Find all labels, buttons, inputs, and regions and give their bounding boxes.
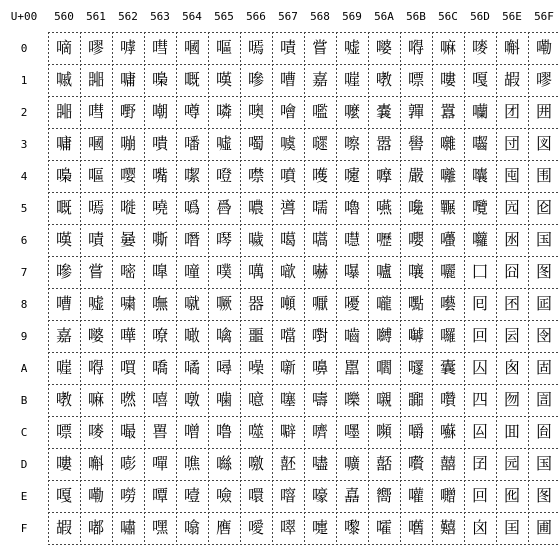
glyph-cell: 嘍 — [439, 70, 456, 89]
glyph-cell: 嘂 — [55, 102, 72, 121]
glyph-cell: 嘋 — [55, 390, 72, 409]
glyph-cell: 噄 — [183, 166, 200, 185]
glyph-cell: 噷 — [279, 262, 296, 281]
glyph-cell: 嚳 — [407, 134, 424, 153]
glyph-cell: 嘲 — [151, 102, 168, 121]
glyph-cell: 噔 — [215, 166, 232, 185]
glyph-cell: 嘄 — [151, 70, 168, 89]
glyph-cell: 噓 — [215, 134, 232, 153]
glyph-cell: 囟 — [471, 518, 488, 537]
glyph-cell: 囖 — [471, 230, 488, 249]
glyph-cell: 噴 — [279, 166, 296, 185]
glyph-cell: 嚨 — [375, 294, 392, 313]
glyph-cell: 囪 — [503, 358, 520, 377]
row-header: 7 — [20, 265, 28, 279]
glyph-cell: 噩 — [247, 326, 264, 345]
glyph-cell: 噾 — [279, 486, 296, 505]
glyph-cell: 嚛 — [343, 390, 360, 409]
glyph-cell: 固 — [535, 358, 552, 377]
glyph-cell: 嚘 — [343, 294, 360, 313]
glyph-cell: 嘶 — [151, 230, 168, 249]
glyph-cell: 噮 — [247, 486, 264, 505]
column-header: 56F — [534, 9, 554, 23]
glyph-cell: 嚤 — [375, 166, 392, 185]
glyph-cell: 嚒 — [343, 102, 360, 121]
column-header: 561 — [86, 9, 106, 23]
column-header: 562 — [118, 9, 138, 23]
glyph-cell: 嚿 — [407, 518, 424, 537]
glyph-cell: 噬 — [247, 422, 264, 441]
glyph-cell: 嘓 — [87, 134, 104, 153]
glyph-cell: 噲 — [279, 102, 296, 121]
glyph-cell: 嘸 — [151, 294, 168, 313]
row-header: 2 — [20, 105, 28, 119]
row-header: B — [20, 393, 28, 407]
row-header: 5 — [20, 201, 28, 215]
glyph-cell: 囓 — [471, 134, 488, 153]
glyph-cell: 噸 — [279, 294, 296, 313]
glyph-cell: 嘹 — [151, 326, 168, 345]
glyph-cell: 噂 — [183, 102, 200, 121]
glyph-cell: 噼 — [279, 422, 296, 441]
glyph-cell: 囅 — [439, 198, 456, 217]
glyph-cell: 嘌 — [407, 70, 424, 89]
glyph-cell: 噤 — [247, 166, 264, 185]
column-header: 563 — [150, 9, 170, 23]
glyph-cell: 囧 — [503, 262, 520, 281]
glyph-cell: 囦 — [503, 230, 520, 249]
glyph-cell: 噢 — [247, 102, 264, 121]
glyph-cell: 噹 — [279, 326, 296, 345]
glyph-cell: 圃 — [535, 518, 552, 537]
glyph-cell: 囜 — [471, 422, 488, 441]
glyph-cell: 嘚 — [87, 358, 104, 377]
glyph-cell: 嘘 — [87, 294, 104, 313]
glyph-cell: 嚎 — [311, 486, 328, 505]
glyph-cell: 噃 — [183, 134, 200, 153]
glyph-cell: 囒 — [471, 102, 488, 121]
glyph-cell: 嚈 — [311, 294, 328, 313]
glyph-cell: 嚂 — [311, 102, 328, 121]
glyph-cell: 囩 — [503, 326, 520, 345]
glyph-cell: 嘼 — [151, 422, 168, 441]
glyph-cell: 嚌 — [311, 422, 328, 441]
glyph-cell: 囂 — [439, 102, 456, 121]
glyph-cell: 园 — [503, 454, 520, 473]
glyph-cell: 嘊 — [343, 70, 360, 89]
glyph-cell: 囄 — [439, 166, 456, 185]
glyph-cell: 嘜 — [471, 38, 488, 57]
glyph-cell: 嘖 — [87, 230, 104, 249]
glyph-cell: 嘴 — [151, 166, 168, 185]
glyph-cell: 嘍 — [55, 454, 72, 473]
glyph-cell: 囮 — [503, 486, 520, 505]
glyph-cell: 图 — [535, 486, 552, 505]
glyph-cell: 囉 — [439, 326, 456, 345]
glyph-cell: 嘾 — [151, 486, 168, 505]
glyph-cell: 嚃 — [311, 134, 328, 153]
glyph-cell: 嘗 — [87, 262, 104, 281]
column-header: 566 — [246, 9, 266, 23]
glyph-cell: 嘞 — [535, 38, 552, 57]
glyph-cell: 嘎 — [55, 486, 72, 505]
glyph-cell: 噻 — [279, 390, 296, 409]
glyph-cell: 嚔 — [343, 166, 360, 185]
row-header: 6 — [20, 233, 28, 247]
glyph-cell: 囚 — [471, 358, 488, 377]
glyph-cell: 团 — [503, 102, 520, 121]
row-header: 1 — [20, 73, 28, 87]
column-header: 56E — [502, 9, 522, 23]
glyph-cell: 噞 — [215, 486, 232, 505]
column-header: 56D — [470, 9, 490, 23]
glyph-cell: 嘦 — [119, 230, 136, 249]
glyph-cell: 囕 — [471, 198, 488, 217]
row-header: 9 — [20, 329, 28, 343]
glyph-cell: 嘒 — [87, 102, 104, 121]
glyph-cell: 嚩 — [375, 326, 392, 345]
glyph-cell: 嘪 — [119, 358, 136, 377]
glyph-cell: 嘅 — [183, 70, 200, 89]
glyph-cell: 囸 — [535, 294, 552, 313]
glyph-cell: 嚪 — [375, 358, 392, 377]
glyph-cell: 国 — [535, 230, 552, 249]
glyph-cell: 嘣 — [119, 134, 136, 153]
glyph-cell: 嘀 — [55, 38, 72, 57]
glyph-cell: 嚦 — [375, 230, 392, 249]
glyph-cell: 嘯 — [119, 518, 136, 537]
glyph-cell: 嘄 — [55, 166, 72, 185]
glyph-cell: 噍 — [183, 454, 200, 473]
glyph-cell: 嚸 — [407, 294, 424, 313]
glyph-cell: 嘁 — [55, 70, 72, 89]
glyph-cell: 嚢 — [375, 102, 392, 121]
glyph-cell: 嚵 — [407, 198, 424, 217]
glyph-cell: 嘛 — [87, 390, 104, 409]
glyph-cell: 嚥 — [375, 198, 392, 217]
glyph-cell: 噛 — [215, 390, 232, 409]
glyph-cell: 噝 — [215, 454, 232, 473]
glyph-cell: 噇 — [183, 262, 200, 281]
glyph-cell: 嘵 — [151, 198, 168, 217]
glyph-cell: 団 — [503, 134, 520, 153]
glyph-cell: 嘫 — [119, 390, 136, 409]
glyph-cell: 囼 — [535, 422, 552, 441]
glyph-cell: 嚖 — [343, 230, 360, 249]
glyph-cell: 噚 — [215, 358, 232, 377]
glyph-cell: 囲 — [535, 102, 552, 121]
glyph-cell: 囯 — [503, 518, 520, 537]
glyph-cell: 囘 — [471, 294, 488, 313]
glyph-cell: 嚧 — [375, 262, 392, 281]
row-header: F — [20, 521, 28, 535]
glyph-cell: 囇 — [439, 262, 456, 281]
column-header: 560 — [54, 9, 74, 23]
glyph-cell: 嚲 — [407, 102, 424, 121]
column-header: 56A — [374, 9, 394, 23]
glyph-cell: 噋 — [183, 390, 200, 409]
glyph-cell: 嘏 — [503, 70, 520, 89]
glyph-cell: 圁 — [535, 390, 552, 409]
glyph-cell: 噌 — [183, 422, 200, 441]
glyph-cell: 嘔 — [87, 166, 104, 185]
glyph-cell: 嚅 — [311, 198, 328, 217]
glyph-cell: 嚄 — [311, 166, 328, 185]
glyph-cell: 嚫 — [375, 390, 392, 409]
glyph-cell: 嘐 — [535, 70, 552, 89]
glyph-cell: 嘭 — [119, 454, 136, 473]
glyph-cell: 嚆 — [311, 230, 328, 249]
glyph-cell: 嚍 — [311, 454, 328, 473]
glyph-cell: 噅 — [183, 198, 200, 217]
row-header: D — [20, 457, 28, 471]
glyph-cell: 噵 — [279, 198, 296, 217]
glyph-cell: 嘢 — [119, 102, 136, 121]
glyph-cell: 图 — [535, 262, 552, 281]
glyph-cell: 嘺 — [151, 358, 168, 377]
glyph-cell: 囬 — [503, 422, 520, 441]
glyph-cell: 囥 — [503, 198, 520, 217]
glyph-cell: 嘻 — [151, 390, 168, 409]
glyph-cell: 嚽 — [407, 454, 424, 473]
glyph-cell: 嘌 — [55, 422, 72, 441]
glyph-cell: 嘃 — [55, 134, 72, 153]
glyph-cell: 嚮 — [375, 486, 392, 505]
glyph-cell: 囌 — [439, 422, 456, 441]
column-header: 56B — [406, 9, 426, 23]
glyph-cell: 噧 — [247, 262, 264, 281]
glyph-cell: 嚶 — [407, 230, 424, 249]
glyph-cell: 嘷 — [151, 262, 168, 281]
glyph-cell: 囝 — [471, 454, 488, 473]
row-header: 3 — [20, 137, 28, 151]
glyph-cell: 嚗 — [343, 262, 360, 281]
row-header: A — [20, 361, 28, 375]
glyph-cell: 図 — [535, 134, 552, 153]
glyph-cell: 噽 — [279, 454, 296, 473]
glyph-cell: 嘧 — [119, 262, 136, 281]
glyph-cell: 嘐 — [87, 38, 104, 57]
glyph-cell: 囆 — [439, 230, 456, 249]
glyph-cell: 噟 — [215, 518, 232, 537]
glyph-cell: 囃 — [439, 134, 456, 153]
glyph-cell: 嘋 — [375, 70, 392, 89]
glyph-cell: 嘳 — [151, 134, 168, 153]
glyph-cell: 噜 — [215, 422, 232, 441]
column-header: 569 — [342, 9, 362, 23]
glyph-cell: 嚏 — [311, 518, 328, 537]
glyph-cell: 嚝 — [343, 454, 360, 473]
glyph-cell: 噶 — [279, 230, 296, 249]
glyph-cell: 嘙 — [87, 326, 104, 345]
glyph-cell: 嘗 — [311, 38, 328, 57]
glyph-cell: 四 — [471, 390, 488, 409]
glyph-cell: 噉 — [183, 326, 200, 345]
glyph-cell: 嘙 — [375, 38, 392, 57]
glyph-cell: 囗 — [471, 262, 488, 281]
glyph-cell: 噺 — [279, 358, 296, 377]
glyph-cell: 嚹 — [407, 326, 424, 345]
glyph-cell: 囔 — [471, 166, 488, 185]
glyph-cell: 囤 — [503, 166, 520, 185]
glyph-cell: 噆 — [183, 230, 200, 249]
glyph-cell: 嘬 — [119, 422, 136, 441]
glyph-cell: 嘇 — [55, 262, 72, 281]
column-header: 564 — [182, 9, 202, 23]
glyph-cell: 围 — [535, 166, 552, 185]
corner-label: U+00 — [10, 9, 38, 23]
column-header: 567 — [278, 9, 298, 23]
glyph-cell: 嘨 — [119, 294, 136, 313]
glyph-cell: 嚇 — [311, 262, 328, 281]
column-header: 56C — [438, 9, 458, 23]
glyph-cell: 回 — [471, 486, 488, 505]
glyph-cell: 囍 — [439, 454, 456, 473]
glyph-cell: 噪 — [247, 358, 264, 377]
glyph-cell: 嘔 — [215, 38, 232, 57]
glyph-cell: 嘕 — [87, 198, 104, 217]
glyph-cell: 嚯 — [375, 518, 392, 537]
row-header: C — [20, 425, 28, 439]
glyph-cell: 噊 — [183, 358, 200, 377]
glyph-cell: 嚚 — [343, 358, 360, 377]
glyph-cell: 嘓 — [183, 38, 200, 57]
glyph-cell: 嘇 — [247, 70, 264, 89]
row-header: E — [20, 489, 28, 503]
glyph-cell: 嘩 — [119, 326, 136, 345]
glyph-cell: 噈 — [183, 294, 200, 313]
glyph-cell: 嘿 — [151, 518, 168, 537]
glyph-cell: 嘈 — [279, 70, 296, 89]
glyph-cell: 噖 — [215, 230, 232, 249]
glyph-cell: 嚭 — [375, 454, 392, 473]
glyph-cell: 嚋 — [311, 390, 328, 409]
row-header: 8 — [20, 297, 28, 311]
glyph-cell: 嘛 — [439, 38, 456, 57]
glyph-cell: 囫 — [503, 390, 520, 409]
glyph-cell: 嚺 — [407, 358, 424, 377]
glyph-cell: 嘏 — [55, 518, 72, 537]
glyph-cell: 嚊 — [311, 358, 328, 377]
glyph-cell: 噳 — [279, 134, 296, 153]
glyph-cell: 噯 — [247, 518, 264, 537]
glyph-cell: 嘚 — [407, 38, 424, 57]
glyph-cell: 嘞 — [87, 486, 104, 505]
glyph-cell: 嘈 — [55, 294, 72, 313]
glyph-cell: 囊 — [439, 358, 456, 377]
glyph-cell: 嘝 — [503, 38, 520, 57]
glyph-cell: 嚙 — [343, 326, 360, 345]
glyph-cell: 嘕 — [247, 38, 264, 57]
glyph-cell: 囨 — [503, 294, 520, 313]
glyph-cell: 嘟 — [87, 518, 104, 537]
glyph-cell: 噿 — [279, 518, 296, 537]
glyph-cell: 嘖 — [279, 38, 296, 57]
glyph-cell: 嘤 — [119, 166, 136, 185]
glyph-cell: 噭 — [247, 454, 264, 473]
glyph-cell: 嚷 — [407, 262, 424, 281]
glyph-cell: 嚕 — [343, 198, 360, 217]
glyph-cell: 器 — [247, 294, 264, 313]
column-header: 568 — [310, 9, 330, 23]
glyph-cell: 嘘 — [343, 38, 360, 57]
glyph-cell: 囎 — [439, 486, 456, 505]
glyph-cell: 嘉 — [55, 326, 72, 345]
glyph-cell: 噦 — [247, 230, 264, 249]
column-header: 565 — [214, 9, 234, 23]
glyph-cell: 嘑 — [119, 38, 136, 57]
glyph-cell: 嚬 — [375, 422, 392, 441]
glyph-cell: 回 — [471, 326, 488, 345]
glyph-cell: 噏 — [183, 518, 200, 537]
glyph-cell: 嘒 — [151, 38, 168, 57]
glyph-cell: 嘮 — [119, 486, 136, 505]
glyph-cell: 嚉 — [311, 326, 328, 345]
glyph-cell: 嘆 — [215, 70, 232, 89]
glyph-cell: 囹 — [535, 326, 552, 345]
glyph-cell: 嚓 — [343, 134, 360, 153]
glyph-cell: 噘 — [215, 294, 232, 313]
glyph-cell: 国 — [535, 454, 552, 473]
glyph-cell: 嘃 — [119, 70, 136, 89]
glyph-cell: 噣 — [247, 134, 264, 153]
glyph-cell: 囏 — [439, 518, 456, 537]
glyph-cell: 嘝 — [87, 454, 104, 473]
row-header: 4 — [20, 169, 28, 183]
glyph-cell: 嘉 — [311, 70, 328, 89]
glyph-cell: 噥 — [247, 198, 264, 217]
glyph-cell: 嘅 — [55, 198, 72, 217]
glyph-cell: 噕 — [215, 198, 232, 217]
glyph-cell: 噎 — [183, 486, 200, 505]
row-header: 0 — [20, 41, 28, 55]
glyph-cell: 噙 — [215, 326, 232, 345]
glyph-cell: 嚴 — [407, 166, 424, 185]
glyph-cell: 噒 — [215, 102, 232, 121]
glyph-cell: 嘊 — [55, 358, 72, 377]
glyph-cell: 嘆 — [55, 230, 72, 249]
glyph-cell: 嚣 — [375, 134, 392, 153]
glyph-cell: 嚞 — [343, 486, 360, 505]
glyph-cell: 囵 — [535, 198, 552, 217]
glyph-cell: 嚻 — [407, 390, 424, 409]
glyph-cell: 嚼 — [407, 422, 424, 441]
glyph-cell: 嚜 — [343, 422, 360, 441]
glyph-cell: 嚟 — [343, 518, 360, 537]
glyph-cell: 嘥 — [119, 198, 136, 217]
glyph-cell: 嘂 — [87, 70, 104, 89]
glyph-cell: 噗 — [215, 262, 232, 281]
glyph-cell: 嘎 — [471, 70, 488, 89]
glyph-cell: 囈 — [439, 294, 456, 313]
glyph-cell: 嚾 — [407, 486, 424, 505]
glyph-cell: 嘽 — [151, 454, 168, 473]
glyph-cell: 嘜 — [87, 422, 104, 441]
glyph-cell: 噫 — [247, 390, 264, 409]
glyph-cell: 囋 — [439, 390, 456, 409]
